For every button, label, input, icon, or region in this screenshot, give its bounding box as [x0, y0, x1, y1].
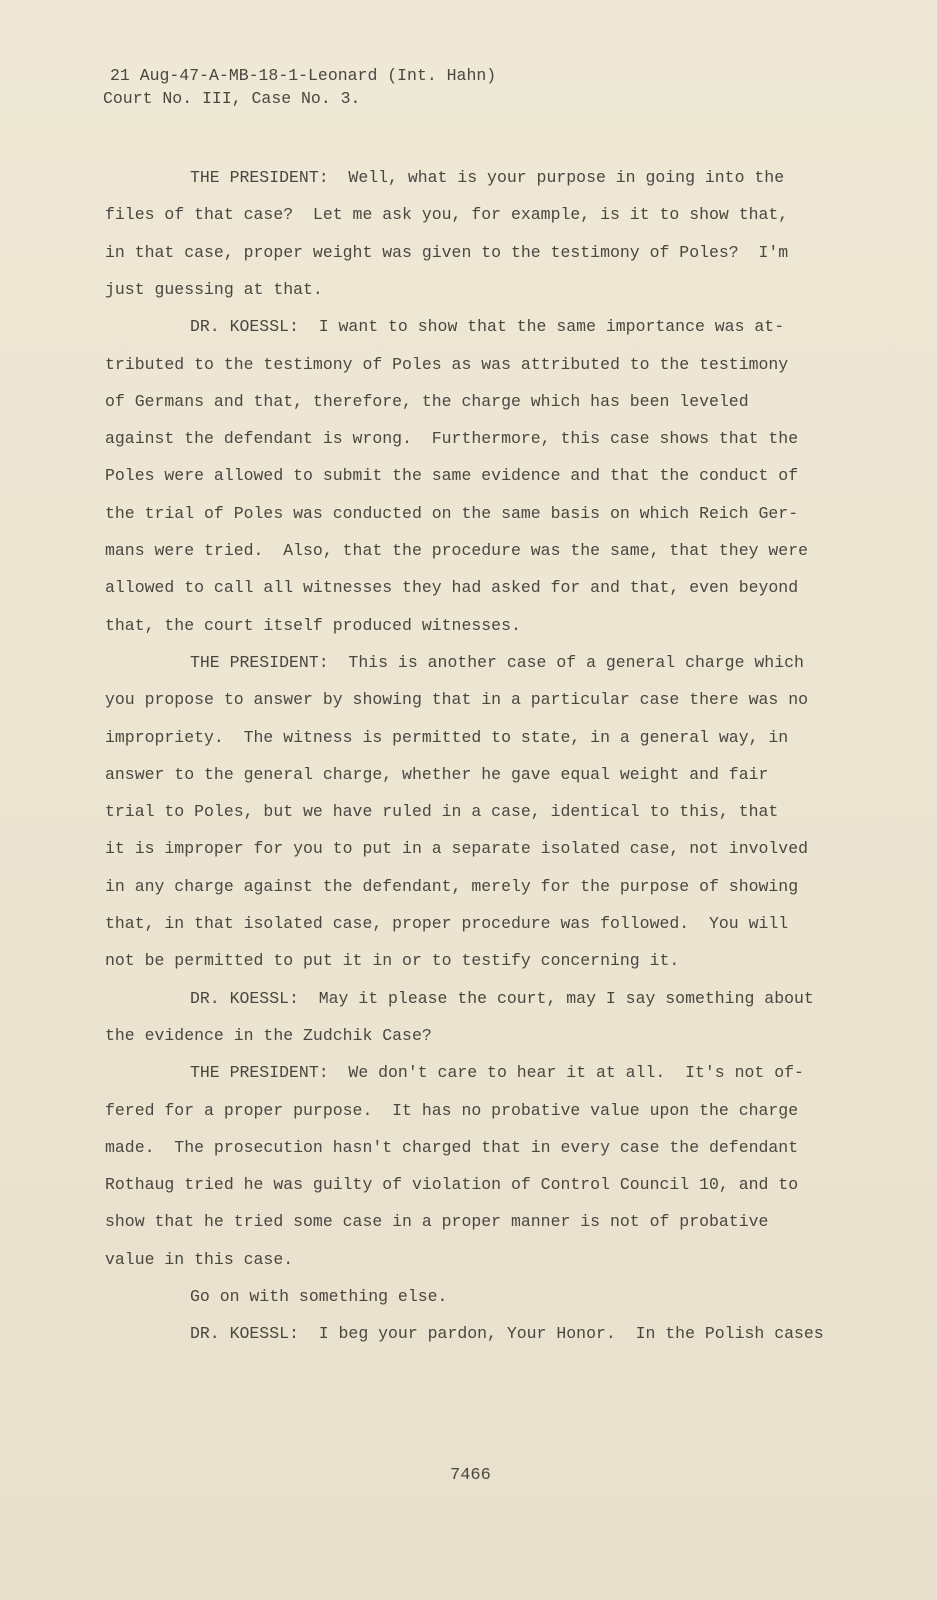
transcript-line: against the defendant is wrong. Furthermore, this case shows that the [105, 429, 799, 449]
transcript-line: not be permitted to put it in or to testify concerning it. [105, 951, 680, 971]
header-line-2: Court No. III, Case No. 3. [103, 89, 361, 108]
transcript-line: show that he tried some case in a proper manner is not of probative [105, 1212, 769, 1232]
transcript-line: the trial of Poles was conducted on the same basis on which Reich Ger- [105, 503, 799, 523]
transcript-line: Go on with something else. [190, 1287, 448, 1306]
transcript-line: in any charge against the defendant, merely for the purpose of showing [105, 876, 799, 896]
transcript-line: THE PRESIDENT: This is another case of a general charge which [190, 652, 804, 672]
transcript-line: allowed to call all witnesses they had asked for and that, even beyond [105, 578, 799, 598]
transcript-line: it is improper for you to put in a separate isolated case, not involved [105, 839, 809, 859]
transcript-line: THE PRESIDENT: Well, what is your purpose in going into the [190, 168, 785, 187]
page-number: 7466 [450, 1466, 491, 1485]
transcript-line: tributed to the testimony of Poles as was attributed to the testimony [105, 354, 789, 374]
header-line-1: 21 Aug-47-A-MB-18-1-Leonard (Int. Hahn) [110, 66, 497, 85]
transcript-line: impropriety. The witness is permitted to state, in a general way, in [105, 727, 789, 747]
transcript-line: answer to the general charge, whether he gave equal weight and fair [105, 764, 769, 784]
transcript-line: files of that case? Let me ask you, for example, is it to show that, [105, 205, 789, 225]
transcript-line: mans were tried. Also, that the procedure was the same, that they were [105, 541, 809, 560]
transcript-line: THE PRESIDENT: We don't care to hear it at all. It's not of- [190, 1063, 804, 1083]
transcript-line: that, in that isolated case, proper procedure was followed. You will [105, 914, 789, 933]
transcript-line: just guessing at that. [105, 279, 323, 299]
transcript-line: DR. KOESSL: I want to show that the same importance was at- [190, 317, 785, 337]
transcript-line: trial to Poles, but we have ruled in a case, identical to this, that [105, 802, 779, 822]
transcript-line: DR. KOESSL: I beg your pardon, Your Honor. In the Polish cases [190, 1324, 824, 1344]
transcript-line: DR. KOESSL: May it please the court, may I say something about [190, 988, 814, 1008]
transcript-line: that, the court itself produced witnesses. [105, 615, 521, 635]
transcript-line: Poles were allowed to submit the same evidence and that the conduct of [105, 466, 799, 486]
transcript-line: of Germans and that, therefore, the charge which has been leveled [105, 391, 749, 411]
transcript-line: the evidence in the Zudchik Case? [105, 1025, 432, 1045]
transcript-line: in that case, proper weight was given to the testimony of Poles? I'm [105, 242, 789, 262]
transcript-line: made. The prosecution hasn't charged that in every case the defendant [105, 1137, 799, 1157]
transcript-line: value in this case. [105, 1249, 294, 1269]
transcript-line: fered for a proper purpose. It has no probative value upon the charge [105, 1100, 799, 1120]
transcript-line: you propose to answer by showing that in a particular case there was no [105, 690, 809, 710]
transcript-line: Rothaug tried he was guilty of violation of Control Council 10, and to [105, 1175, 799, 1195]
